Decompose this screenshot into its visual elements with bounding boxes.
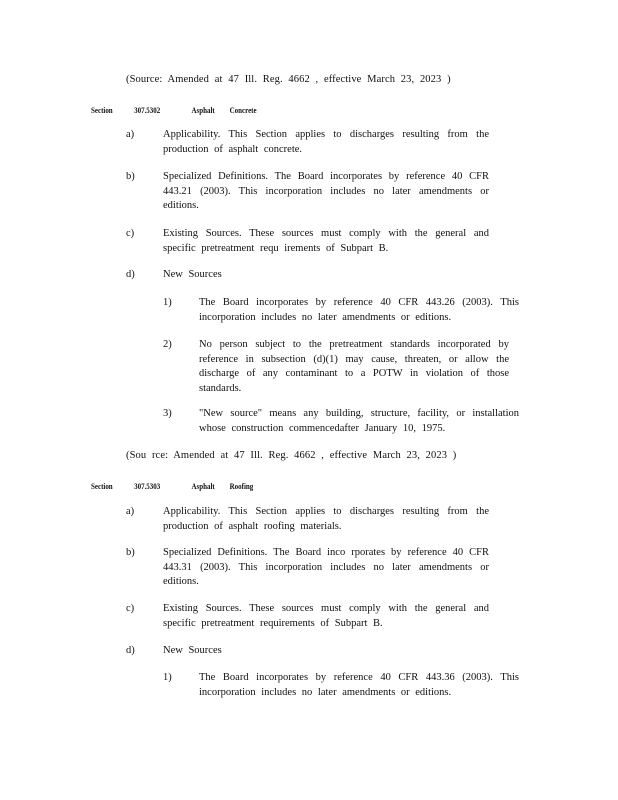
source-note-top: (Source: Amended at 47 Ill. Reg. 4662 , effective March 23, 2023 ) (126, 74, 451, 85)
source-note: (Sou rce: Amended at 47 Ill. Reg. 4662 , effective March 23, 2023 ) (126, 450, 457, 461)
item-label: a) (126, 129, 135, 140)
subitem-label: 1) (163, 297, 172, 308)
item-text: New Sources (163, 269, 222, 280)
item-label: c) (126, 603, 135, 614)
item-text: Specialized Definitions. The Board inco rporates by reference 40 CFR 443.31 (2003). This incorporation includes no later amendments or editions. (163, 547, 489, 587)
item-label: b) (126, 547, 135, 558)
subitem-text: The Board incorporates by reference 40 CFR 443.26 (2003). This incorporation includes no later amendments or editions. (199, 297, 519, 323)
item-text: Existing Sources. These sources must comply with the general and specific pretreatment requirements of Subpart B. (163, 603, 489, 629)
section-number: 307.5302 (134, 105, 161, 115)
subitem-label: 2) (163, 339, 172, 350)
section-heading-5302 (91, 103, 257, 118)
subitem-text: "New source" means any building, structure, facility, or installation whose construction commencedafter January 10, 1975. (199, 408, 519, 434)
item-text: Applicability. This Section applies to discharges resulting from the production of asphalt concrete. (163, 129, 489, 155)
section-title-word1: Asphalt (191, 105, 215, 115)
item-text: Existing Sources. These sources must comply with the general and specific pretreatment requ irements of Subpart B. (163, 228, 489, 254)
section-title-word2: Roofing (229, 481, 254, 491)
item-text: New Sources (163, 645, 222, 656)
section-label: Section (91, 105, 113, 115)
section-label: Section (91, 481, 113, 491)
section-heading-5303 (91, 479, 253, 494)
item-label: c) (126, 228, 135, 239)
item-text: Specialized Definitions. The Board incorporates by reference 40 CFR 443.21 (2003). This incorporation includes no later amendments or editions. (163, 171, 489, 211)
subitem-text: The Board incorporates by reference 40 CFR 443.36 (2003). This incorporation includes no later amendments or editions. (199, 672, 519, 698)
subitem-text: No person subject to the pretreatment standards incorporated by reference in subsection (d)(1) may cause, threaten, or allow the discharge of any contaminant to a POTW in violation of those standards. (199, 339, 509, 394)
item-label: a) (126, 506, 135, 517)
section-title-word1: Asphalt (191, 481, 215, 491)
item-label: b) (126, 171, 135, 182)
item-label: d) (126, 269, 135, 280)
subitem-label: 3) (163, 408, 172, 419)
item-text: Applicability. This Section applies to discharges resulting from the production of asphalt roofing materials. (163, 506, 489, 532)
section-number: 307.5303 (134, 481, 161, 491)
subitem-label: 1) (163, 672, 172, 683)
item-label: d) (126, 645, 135, 656)
section-title-word2: Concrete (229, 105, 257, 115)
